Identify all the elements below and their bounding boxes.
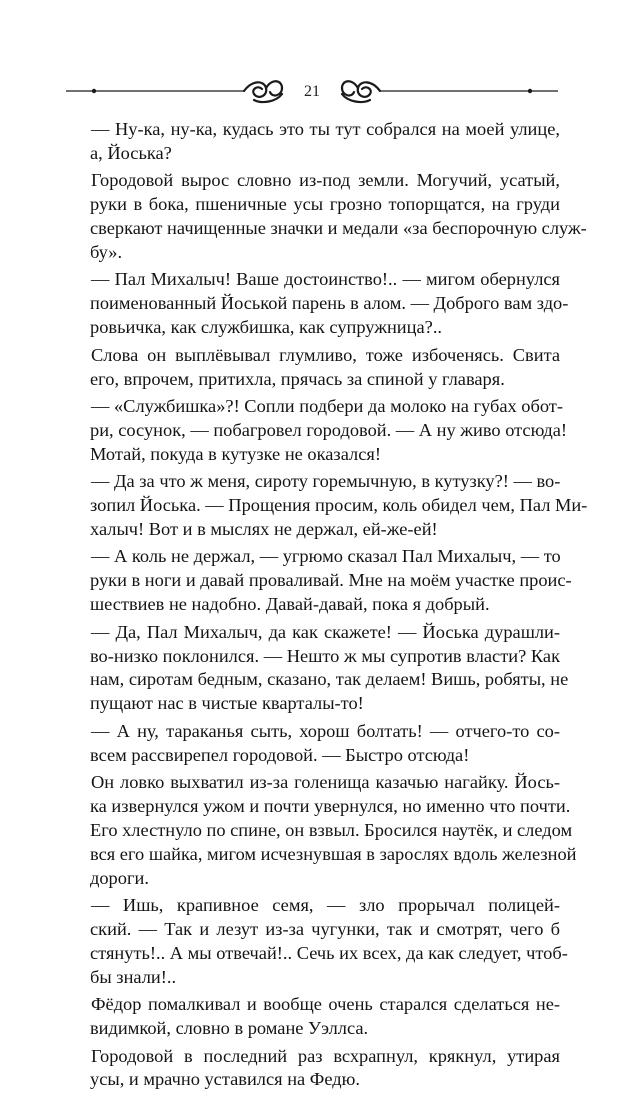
- text-line: видимкой, словно в романе Уэллса.: [90, 1018, 369, 1039]
- paragraph: [90, 268, 569, 340]
- text-line: стянуть!.. А мы отвечай!.. Сечь их всех, да как следует, чтоб-: [90, 942, 568, 963]
- text-line: Слова он выплёвывал глумливо, тоже избоченясь. Свита: [91, 344, 560, 365]
- text-line: — А ну, тараканья сыть, хорош болтать! — отчего-то со-: [91, 720, 560, 741]
- text-line: шествиев не надобно. Давай-давай, пока я добрый.: [90, 594, 490, 615]
- page-number: 21: [304, 83, 320, 100]
- text-line: зопил Йоська. — Прощения просим, коль обидел чем, Пал Ми-: [90, 495, 588, 516]
- paragraph: [90, 169, 587, 265]
- text-line: ровьичка, как службишка, как супружница?..: [90, 317, 443, 338]
- text-line: руки в бока, пшеничные усы грозно топорщатся, на груди: [90, 194, 560, 215]
- text-line: пущают нас в чистые кварталы-то!: [90, 693, 364, 714]
- text-line: халыч! Вот и в мыслях не держал, ей-же-ей!: [90, 519, 438, 539]
- text-line: Городовой в последний раз всхрапнул, крякнул, утирая: [91, 1045, 560, 1066]
- text-line: ри, сосунок, — побагровел городовой. — А ну живо отсюда!: [90, 419, 568, 440]
- text-line: Его хлестнуло по спине, он взвыл. Бросился наутёк, и следом: [90, 819, 573, 840]
- text-line: его, впрочем, притихла, прячась за спиной у главаря.: [90, 368, 505, 389]
- text-line: руки в ноги и давай проваливай. Мне на моём участке проис-: [90, 570, 572, 591]
- page-header: [66, 74, 558, 108]
- text-line: ка извернулся ужом и почти увернулся, но именно что почти.: [90, 795, 571, 816]
- paragraph: [90, 993, 560, 1041]
- text-line: ский. — Так и лезут из-за чугунки, так и смотрят, чего б: [90, 919, 560, 939]
- paragraph: [90, 621, 569, 717]
- paragraph: [90, 470, 588, 542]
- paragraph: [90, 771, 577, 891]
- text-line: а, Йоська?: [90, 142, 172, 163]
- paragraph: [90, 344, 560, 392]
- text-line: Фёдор помалкивал и вообще очень старался сделаться не-: [91, 994, 560, 1015]
- text-line: дороги.: [90, 867, 149, 888]
- text-line: — «Службишка»?! Сопли подбери да молоко на губах обот-: [91, 395, 563, 416]
- text-line: — А коль не держал, — угрюмо сказал Пал Михалыч, — то: [91, 546, 561, 567]
- text-line: — Да за что ж меня, сироту горемычную, в кутузку?! — во-: [91, 471, 561, 492]
- text-line: бу».: [90, 242, 123, 263]
- text-line: сверкают начищенные значки и медали «за беспорочную служ-: [90, 218, 587, 239]
- text-line: всем рассвирепел городовой. — Быстро отсюда!: [90, 744, 470, 765]
- text-line: Городовой вырос словно из-под земли. Могучий, усатый,: [91, 170, 560, 191]
- text-line: Мотай, покуда в кутузке не оказался!: [90, 443, 381, 464]
- text-line: — Пал Михалыч! Ваше достоинство!.. — мигом обернулся: [91, 269, 560, 290]
- text-line: поименованный Йоськой парень в алом. — Доброго вам здо-: [90, 293, 569, 314]
- body-text: [90, 118, 588, 1096]
- text-line: вся его шайка, мигом исчезнувшая в зарослях вдоль железной: [90, 843, 577, 864]
- text-line: усы, и мрачно уставился на Федю.: [90, 1069, 360, 1090]
- text-line: — Ну-ка, ну-ка, кудась это ты тут собрался на моей улице,: [91, 119, 560, 139]
- text-line: — Ишь, крапивное семя, — зло прорычал полицей-: [91, 895, 560, 916]
- text-line: во-низко поклонился. — Нешто ж мы супротив власти? Как: [90, 645, 560, 666]
- text-line: Он ловко выхватил из-за голенища казачью нагайку. Йось-: [91, 772, 560, 793]
- paragraph: [90, 720, 560, 768]
- paragraph: [90, 894, 568, 990]
- text-line: нам, сиротам бедным, сказано, так делаем! Вишь, робяты, не: [90, 669, 569, 690]
- text-line: — Да, Пал Михалыч, да как скажете! — Йоська дурашли-: [91, 621, 560, 642]
- text-line: бы знали!..: [90, 966, 177, 987]
- paragraph: [90, 395, 568, 467]
- paragraph: [90, 1045, 560, 1093]
- paragraph: [90, 545, 572, 617]
- paragraph: [90, 118, 560, 166]
